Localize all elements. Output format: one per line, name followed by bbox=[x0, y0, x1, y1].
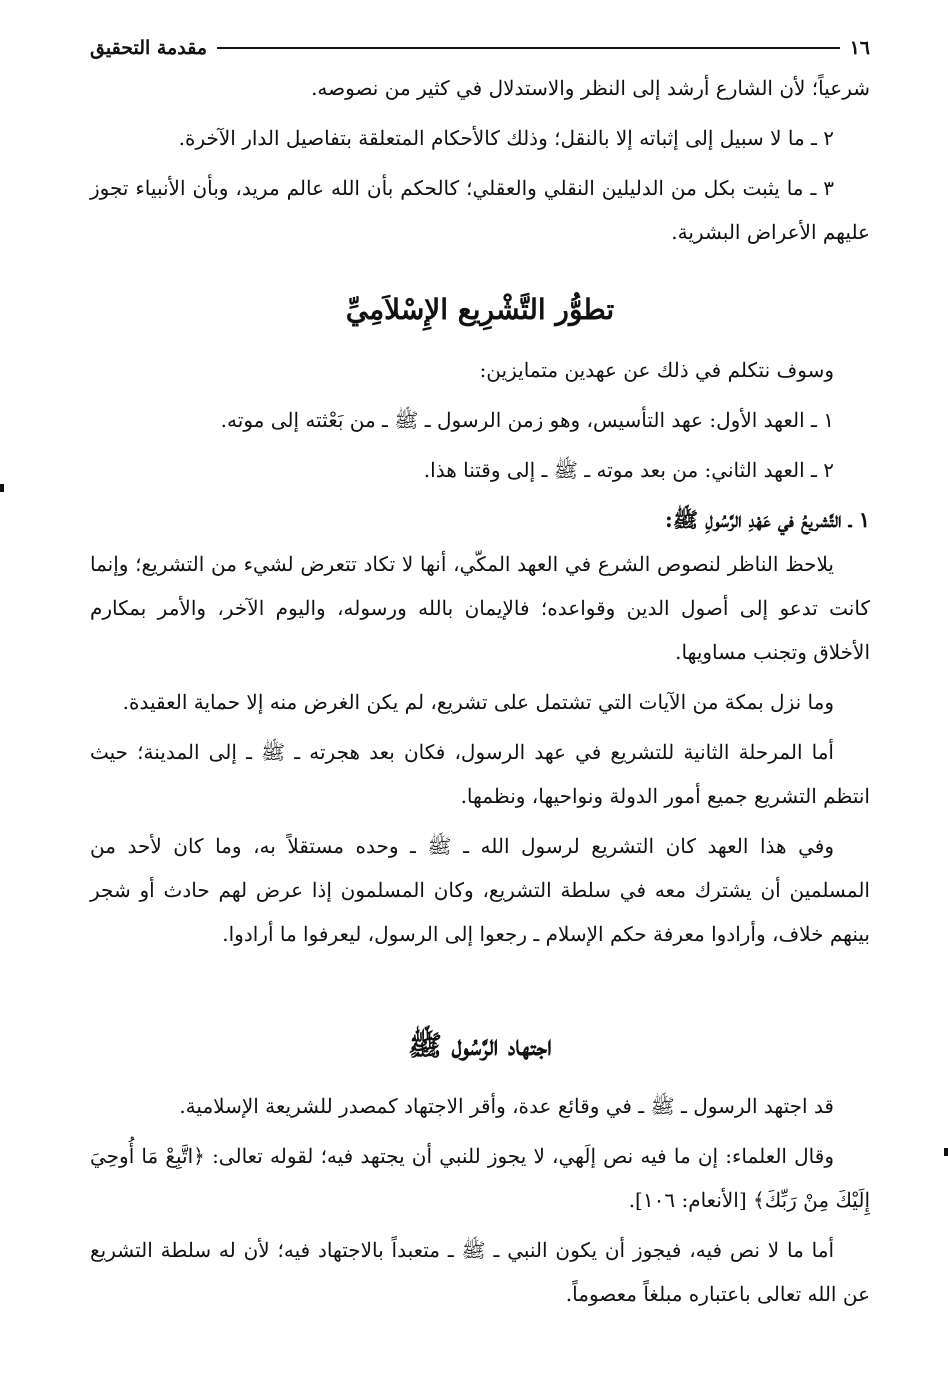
paragraph-mecca-2: وما نزل بمكة من الآيات التي تشتمل على تشريع، لم يكن الغرض منه إلا حماية العقيدة. bbox=[122, 690, 834, 714]
era-1-item: ١ ـ العهد الأول: عهد التأسيس، وهو زمن الرسول ـ ﷺ ـ من بَعْثته إلى موته. bbox=[220, 408, 834, 432]
paragraph-medina-1: أما المرحلة الثانية للتشريع في عهد الرسول، فكان بعد هجرته ـ ﷺ ـ إلى المدينة؛ حيث انتظم التشريع جميع أمور الدولة ونواحيها، ونظمها. bbox=[90, 740, 870, 808]
era-2-item: ٢ ـ العهد الثاني: من بعد موته ـ ﷺ ـ إلى وقتنا هذا. bbox=[423, 458, 834, 482]
paragraph-ijtihad-2: وقال العلماء: إن ما فيه نص إلَهي، لا يجوز للنبي أن يجتهد فيه؛ لقوله تعالى: ﴿اتَّبِعْ مَا أُوحِيَ إِلَيْكَ مِنْ رَبِّكَ﴾ [الأنعام: ١٠٦]. bbox=[90, 1144, 870, 1212]
list-item-3: ٣ ـ ما يثبت بكل من الدليلين النقلي والعقلي؛ كالحكم بأن الله عالم مريد، وبأن الأنبياء تجوز عليهم الأعراض البشرية. bbox=[90, 176, 870, 244]
subheading-prophet-era: ١ ـ التَّشريعُ في عَهْدِ الرَّسُولِ ﷺ: bbox=[664, 507, 870, 532]
book-page bbox=[90, 30, 870, 1322]
page-number: ١٦ bbox=[849, 37, 870, 59]
paragraph-intro-continuation: شرعياً؛ لأن الشارع أرشد إلى النظر والاستدلال في كثير من نصوصه. bbox=[311, 76, 870, 100]
running-header bbox=[90, 30, 870, 66]
scan-edge-mark bbox=[944, 1148, 948, 1156]
paragraph-medina-2: وفي هذا العهد كان التشريع لرسول الله ـ ﷺ ـ وحده مستقلاً به، وما كان لأحد من المسلمين أن يشترك معه في سلطة التشريع، وكان المسلمون إذا عرض لهم حادث أو شجر بينهم خلاف، وأرادوا معرفة حكم الإسلام ـ رجعوا إلى الرسول، ليعرفوا ما أرادوا. bbox=[90, 834, 870, 946]
paragraph-eras-intro: وسوف نتكلم في ذلك عن عهدين متمايزين: bbox=[479, 358, 834, 382]
scan-edge-mark bbox=[0, 484, 4, 492]
paragraph-ijtihad-1: قد اجتهد الرسول ـ ﷺ ـ في وقائع عدة، وأقر الاجتهاد كمصدر للشريعة الإسلامية. bbox=[179, 1094, 834, 1118]
header-rule bbox=[217, 47, 840, 49]
paragraph-mecca-1: يلاحظ الناظر لنصوص الشرع في العهد المكّي، أنها لا تكاد تتعرض لشيء من التشريع؛ وإنما كانت تدعو إلى أصول الدين وقواعده؛ فالإيمان بالله ورسوله، واليوم الآخر، والأمر بمكارم الأخلاق وتجنب مساويها. bbox=[90, 552, 870, 664]
list-item-2: ٢ ـ ما لا سبيل إلى إثباته إلا بالنقل؛ وذلك كالأحكام المتعلقة بتفاصيل الدار الآخرة. bbox=[178, 126, 834, 150]
heading-ijtihad: اجتهاد الرَّسُول ﷺ bbox=[408, 1029, 552, 1062]
paragraph-ijtihad-3: أما ما لا نص فيه، فيجوز أن يكون النبي ـ ﷺ ـ متعبداً بالاجتهاد فيه؛ لأن له سلطة التشريع عن الله تعالى باعتباره مبلغاً معصوماً. bbox=[90, 1238, 870, 1306]
heading-evolution: تطوُّر التَّشْرِيع الإِسْلاَمِيِّ bbox=[345, 293, 615, 326]
section-title: مقدمة التحقيق bbox=[90, 37, 207, 59]
